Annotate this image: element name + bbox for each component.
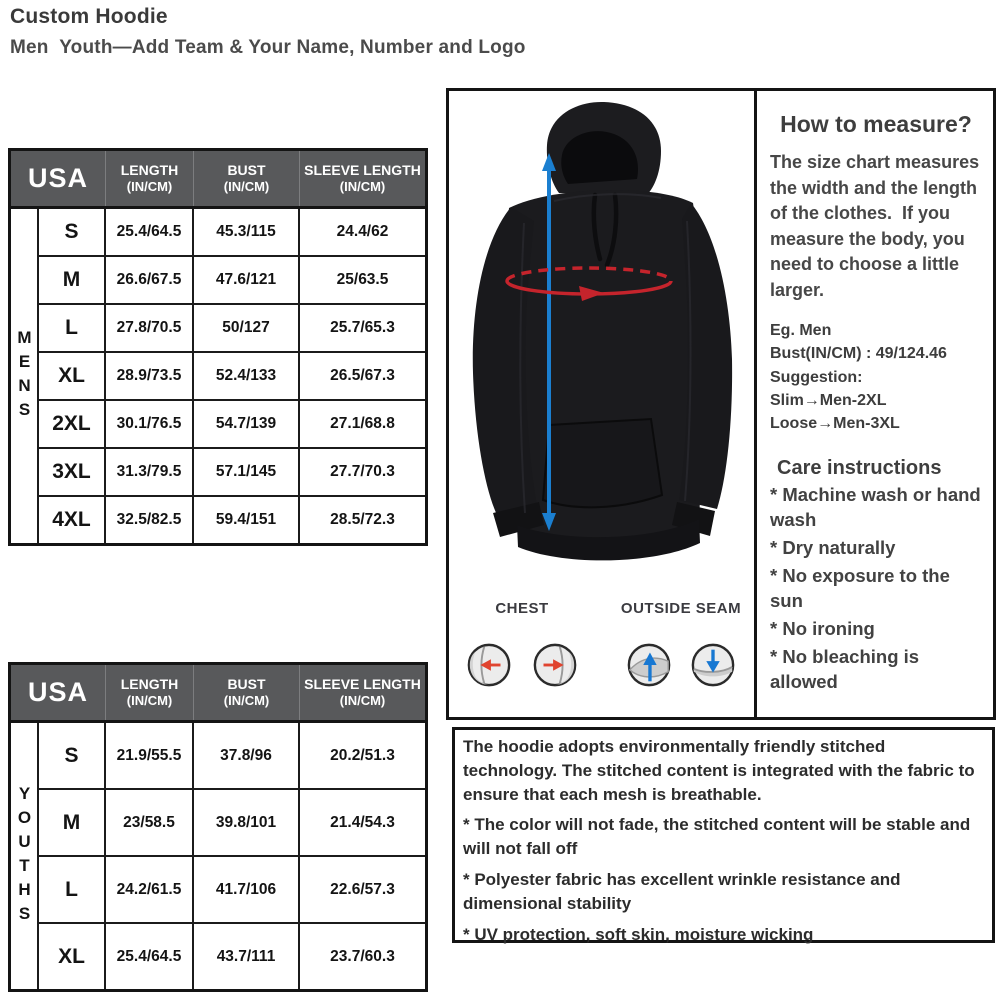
sleeve-cell: 27.1/68.8 — [330, 415, 395, 432]
size-cell: 2XL — [39, 401, 106, 447]
length-cell: 24.2/61.5 — [106, 857, 194, 922]
page-subtitle: Men Youth—Add Team & Your Name, Number and Logo — [10, 37, 526, 58]
table-row — [39, 449, 425, 497]
chest-measure-left-icon — [466, 642, 512, 688]
sleeve-cell: 23.7/60.3 — [330, 947, 395, 965]
hoodie-photo-panel — [449, 91, 754, 717]
bust-cell: 54.7/139 — [194, 401, 300, 447]
bust-cell: 59.4/151 — [194, 497, 300, 543]
care-item: * Machine wash or hand wash — [770, 484, 981, 531]
bust-cell: 45.3/115 — [194, 209, 300, 255]
outside-seam-label: OUTSIDE SEAM — [620, 600, 742, 617]
care-item: * No exposure to the sun — [770, 565, 950, 612]
care-item: * No ironing — [770, 618, 875, 640]
header-usa: USA — [11, 151, 106, 206]
care-item: * No bleaching is allowed — [770, 646, 920, 692]
size-cell: XL — [39, 924, 106, 989]
size-cell: XL — [39, 353, 106, 399]
size-cell: L — [39, 857, 106, 922]
care-item: * Dry naturally — [770, 537, 896, 559]
table-row — [39, 790, 425, 857]
header-sleeve-length: SLEEVE LENGTH (IN/CM) — [304, 676, 421, 709]
mens-size-table — [8, 148, 428, 546]
example-line: Bust(IN/CM) : 49/124.46 — [770, 345, 947, 363]
sleeve-cell: 21.4/54.3 — [330, 813, 395, 831]
example-line: Loose→Men-3XL — [770, 415, 900, 433]
bust-cell: 39.8/101 — [194, 790, 300, 855]
sleeve-cell: 28.5/72.3 — [330, 511, 395, 528]
bust-cell: 37.8/96 — [194, 723, 300, 788]
description-paragraph: * UV protection, soft skin, moisture wicking — [463, 924, 814, 944]
youths-table-header — [11, 665, 425, 723]
sleeve-cell: 25.7/65.3 — [330, 319, 395, 336]
outside-seam-down-icon — [690, 642, 736, 688]
page-title: Custom Hoodie — [10, 5, 168, 28]
length-cell: 28.9/73.5 — [106, 353, 194, 399]
bust-cell: 41.7/106 — [194, 857, 300, 922]
product-description-box — [452, 727, 995, 943]
size-cell: S — [39, 209, 106, 255]
youths-group-label: YOUTHS — [11, 723, 39, 989]
header-bust: BUST (IN/CM) — [194, 151, 300, 206]
sleeve-cell: 25/63.5 — [336, 271, 389, 288]
length-cell: 25.4/64.5 — [106, 924, 194, 989]
measure-guide-box — [446, 88, 996, 720]
bust-cell: 43.7/111 — [194, 924, 300, 989]
bust-cell: 57.1/145 — [194, 449, 300, 495]
size-cell: M — [39, 790, 106, 855]
description-paragraph: * Polyester fabric has excellent wrinkle resistance and dimensional stability — [463, 869, 901, 913]
sleeve-cell: 24.4/62 — [336, 223, 389, 240]
bust-cell: 52.4/133 — [194, 353, 300, 399]
length-cell: 23/58.5 — [106, 790, 194, 855]
header-length: LENGTH (IN/CM) — [106, 151, 194, 206]
bust-cell: 50/127 — [194, 305, 300, 351]
care-instructions-title: Care instructions — [777, 457, 942, 480]
length-cell: 25.4/64.5 — [106, 209, 194, 255]
youths-size-table — [8, 662, 428, 992]
table-row — [39, 857, 425, 924]
size-suggestion-example — [770, 319, 982, 435]
how-to-measure-panel — [754, 91, 993, 717]
example-line: Eg. Men — [770, 322, 832, 340]
sleeve-cell: 20.2/51.3 — [330, 746, 395, 764]
table-row — [39, 401, 425, 449]
length-cell: 30.1/76.5 — [106, 401, 194, 447]
chest-measure-right-icon — [532, 642, 578, 688]
table-row — [39, 353, 425, 401]
description-paragraph: The hoodie adopts environmentally friendly stitched technology. The stitched content is integrated with the fabric to ensure that each mesh is breathable. — [463, 737, 975, 804]
mens-group-label: MENS — [11, 209, 39, 543]
outside-seam-up-icon — [626, 642, 672, 688]
table-row — [39, 305, 425, 353]
length-cell: 21.9/55.5 — [106, 723, 194, 788]
example-line: Slim→Men-2XL — [770, 391, 887, 409]
bust-cell: 47.6/121 — [194, 257, 300, 303]
table-row — [39, 723, 425, 790]
how-to-measure-text: The size chart measures the width and the length of the clothes. If you measure the body, you need to choose a little larger. — [770, 152, 985, 300]
length-cell: 32.5/82.5 — [106, 497, 194, 543]
size-cell: M — [39, 257, 106, 303]
mens-table-header — [11, 151, 425, 209]
size-cell: 3XL — [39, 449, 106, 495]
length-cell: 26.6/67.5 — [106, 257, 194, 303]
header-bust: BUST (IN/CM) — [194, 665, 300, 720]
length-cell: 31.3/79.5 — [106, 449, 194, 495]
size-cell: 4XL — [39, 497, 106, 543]
table-row — [39, 209, 425, 257]
example-line: Suggestion: — [770, 368, 863, 386]
size-cell: L — [39, 305, 106, 351]
header-length: LENGTH (IN/CM) — [106, 665, 194, 720]
header-usa: USA — [11, 665, 106, 720]
how-to-measure-title: How to measure? — [780, 111, 972, 137]
table-row — [39, 924, 425, 989]
size-cell: S — [39, 723, 106, 788]
hoodie-product-image — [449, 93, 754, 593]
sleeve-cell: 27.7/70.3 — [330, 463, 395, 480]
sleeve-cell: 22.6/57.3 — [330, 880, 395, 898]
sleeve-cell: 26.5/67.3 — [330, 367, 395, 384]
table-row — [39, 497, 425, 543]
length-cell: 27.8/70.5 — [106, 305, 194, 351]
header-sleeve-length: SLEEVE LENGTH (IN/CM) — [304, 162, 421, 195]
description-paragraph: * The color will not fade, the stitched content will be stable and will not fall off — [463, 815, 971, 859]
chest-label: CHEST — [495, 600, 549, 617]
table-row — [39, 257, 425, 305]
